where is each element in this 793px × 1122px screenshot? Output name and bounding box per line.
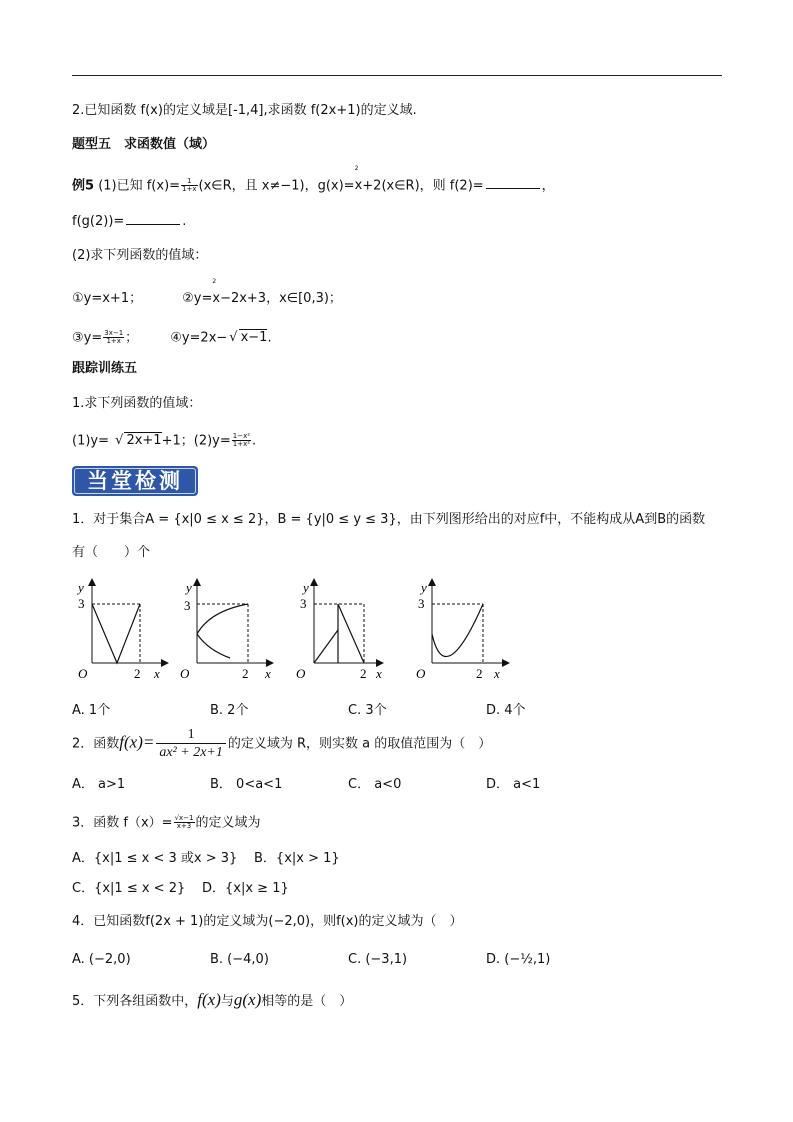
graph-4-x-label: x	[494, 666, 500, 681]
q5-stem: 5．下列各组函数中，f(x)与g(x)相等的是（ ）	[72, 990, 353, 1009]
graph-2-tick-2: 2	[242, 666, 249, 681]
q4-stem: 4．已知函数f(2x + 1)的定义域为(−2,0)，则f(x)的定义域为（ ）	[72, 914, 463, 929]
q2-option-a[interactable]: A． a>1	[72, 777, 126, 792]
example5-part1-line2: f(g(2))= .	[72, 214, 187, 229]
fraction: $\frac{1}{\text{ax² + 2x+1}}$	[156, 727, 226, 761]
graph-2-x-label: x	[265, 666, 271, 681]
graph-4	[416, 580, 506, 681]
graph-4-tick-3: 3	[418, 596, 425, 611]
in-class-test-banner: 当堂检测	[72, 466, 198, 496]
q3-option-b[interactable]: B．{x|x > 1}	[254, 851, 340, 866]
fraction: $\frac{3x-1}{1+x}$	[104, 329, 124, 346]
example5-part1: 例5 (1)已知 f(x)= $\frac{1}{1+x}$ (x∈R，且 x≠−1)，g(x)=2 x+2(x∈R)，则 f(2)= ，	[72, 178, 555, 194]
graph-3-tick-2: 2	[360, 666, 367, 681]
q1-option-c[interactable]: C. 3个	[348, 703, 387, 718]
q3-stem: 3．函数 f（x）= $\frac{√x-1}{x+3}$ 的定义域为	[72, 814, 261, 831]
example5-items-1-2: ①y=x+1； ②y=2 x−2x+3，x∈[0,3)；	[72, 292, 342, 305]
graph-2-y-label: y	[186, 580, 192, 595]
prev-problem: 2.已知函数 f(x)的定义域是[-1,4],求函数 f(2x+1)的定义域.	[72, 103, 417, 118]
graph-3-x-label: x	[376, 666, 382, 681]
q1-graphs	[60, 576, 510, 688]
graph-4-tick-2: 2	[476, 666, 483, 681]
q3-option-c[interactable]: C．{x|1 ≤ x < 2}	[72, 881, 186, 896]
graph-4-origin: O	[416, 666, 426, 681]
answer-blank[interactable]	[126, 214, 180, 225]
q4-option-d[interactable]: D. (−½,1)	[486, 952, 551, 967]
graph-3-tick-3: 3	[300, 596, 307, 611]
section5-title: 题型五 求函数值（域）	[72, 137, 216, 152]
graph-2	[180, 580, 271, 681]
graph-4-y-label: y	[421, 580, 427, 595]
graph-1-tick-3: 3	[78, 596, 85, 611]
q4-option-a[interactable]: A. (−2,0)	[72, 952, 131, 967]
q1-option-b[interactable]: B. 2个	[210, 703, 249, 718]
fraction: $\frac{1}{1+x}$	[182, 177, 197, 194]
graph-1-tick-2: 2	[134, 666, 141, 681]
training5-q1: 1.求下列函数的值域：	[72, 396, 202, 411]
q2-option-b[interactable]: B． 0<a<1	[210, 777, 283, 792]
training5-title: 跟踪训练五	[72, 361, 138, 376]
fraction: $\frac{\text{1−x²}}{\text{1+x²}}$	[232, 432, 251, 449]
example5-part2: (2)求下列函数的值域：	[72, 248, 208, 263]
q1-line1: 1．对于集合A = {x|0 ≤ x ≤ 2}，B = {y|0 ≤ y ≤ 3}，由下列图形给出的对应f中，不能构成从A到B的函数	[72, 512, 706, 527]
graph-2-origin: O	[180, 666, 190, 681]
q3-option-a[interactable]: A．{x|1 ≤ x < 3 或x > 3}	[72, 851, 238, 866]
example5-items-3-4: ③y= $\frac{3x-1}{1+x}$ ； ④y=2x− √ x−1.	[72, 329, 272, 346]
graph-1-origin: O	[78, 666, 88, 681]
q1-line2: 有（ ）个	[72, 545, 151, 560]
graph-3-y-label: y	[303, 580, 309, 595]
graph-3	[296, 580, 382, 681]
q4-option-c[interactable]: C. (−3,1)	[348, 952, 408, 967]
q1-option-a[interactable]: A. 1个	[72, 703, 111, 718]
graph-1-x-label: x	[154, 666, 160, 681]
header-rule	[72, 75, 722, 76]
q2-option-c[interactable]: C． a<0	[348, 777, 402, 792]
q2-stem: 2．函数f(x)= $\frac{1}{\text{ax² + 2x+1}}$ 的定义域为 R，则实数 a 的取值范围为（ ）	[72, 727, 492, 761]
graph-3-origin: O	[296, 666, 306, 681]
q2-option-d[interactable]: D． a<1	[486, 777, 541, 792]
q1-option-d[interactable]: D. 4个	[486, 703, 526, 718]
graph-2-tick-3: 3	[184, 598, 191, 613]
answer-blank[interactable]	[486, 178, 540, 189]
fraction: $\frac{√x-1}{x+3}$	[174, 814, 194, 831]
graph-1-y-label: y	[78, 580, 84, 595]
q4-option-b[interactable]: B. (−4,0)	[210, 952, 269, 967]
graph-1	[76, 580, 165, 681]
q3-option-d[interactable]: D．{x|x ≥ 1}	[202, 881, 289, 896]
training5-q1-items: (1)y= √ 2x+1+1；(2)y= $\frac{\text{1−x²}}{\text{1+x²}}$ .	[72, 432, 257, 449]
example5-label: 例5	[72, 178, 95, 194]
